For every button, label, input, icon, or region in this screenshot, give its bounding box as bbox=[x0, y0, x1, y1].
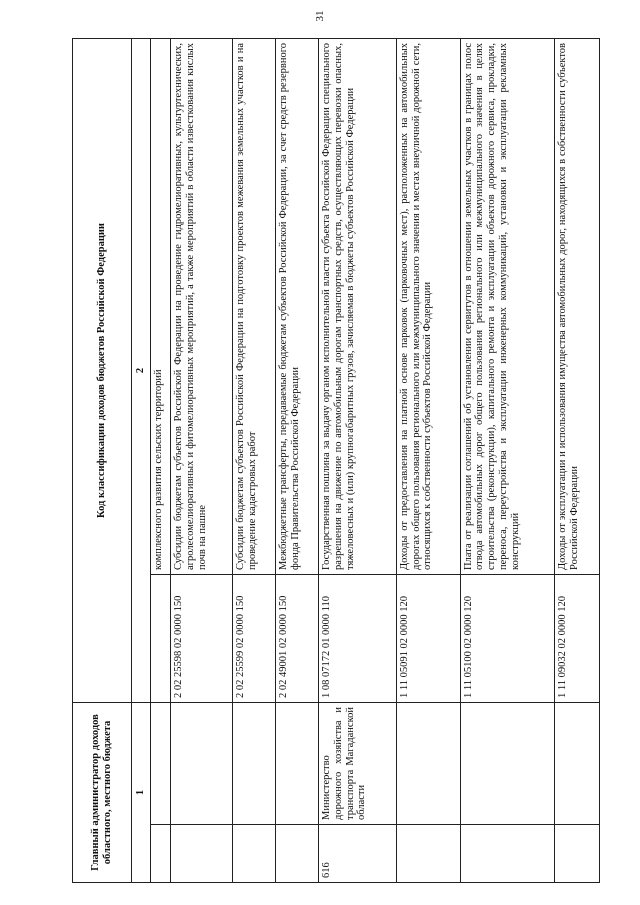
column-number-1: 1 bbox=[132, 702, 150, 882]
classification-code-cell: 2 02 25598 02 0000 150 bbox=[171, 574, 233, 702]
table-row bbox=[171, 39, 233, 883]
header-code: Код классификации доходов бюджетов Российской Федерации bbox=[73, 39, 132, 703]
classification-code-cell: 1 11 05100 02 0000 120 bbox=[460, 574, 554, 702]
classification-code-cell: 1 08 07172 01 0000 110 bbox=[319, 574, 397, 702]
admin-code-cell bbox=[232, 825, 275, 883]
admin-name-cell bbox=[460, 702, 554, 824]
column-number-2: 2 bbox=[132, 39, 150, 703]
table-row bbox=[460, 39, 554, 883]
table-row bbox=[396, 39, 460, 883]
classification-code-cell: 1 11 09032 02 0000 120 bbox=[554, 574, 599, 702]
income-description-cell: Плата от реализации соглашений об установлении сервитутов в отношении земельных участков в границах полос отвода автомобильных дорог общего пользования регионального или межмуниципального значения в целях строительства (реконструкции), капитального ремонта и эксплуатации объектов дорожного сервиса, прокладки, переноса, переустройства и эксплуатации инженерных коммуникаций, установки и эксплуатации рекламных конструкций bbox=[460, 39, 554, 575]
classification-code-cell bbox=[150, 574, 171, 702]
column-number-row bbox=[132, 39, 150, 883]
table-row bbox=[150, 39, 171, 883]
admin-code-cell bbox=[554, 825, 599, 883]
income-description-cell: Государственная пошлина за выдачу органом исполнительной власти субъекта Российской Федерации специального разрешения на движение по автомобильным дорогам транспортных средств, осуществляющих перевозки опасных, тяжеловесных и (или) крупногабаритных грузов, зачисляемая в бюджеты субъектов Российской Федерации bbox=[319, 39, 397, 575]
classification-table bbox=[72, 38, 600, 883]
admin-name-cell bbox=[554, 702, 599, 824]
table-row bbox=[319, 39, 397, 883]
classification-code-cell: 1 11 05091 02 0000 120 bbox=[396, 574, 460, 702]
admin-code-cell bbox=[171, 825, 233, 883]
table-row bbox=[275, 39, 318, 883]
admin-code-cell bbox=[460, 825, 554, 883]
admin-code-cell: 616 bbox=[319, 825, 397, 883]
income-description-cell: Доходы от предоставления на платной основе парковок (парковочных мест), расположенных на автомобильных дорогах общего пользования регионального или межмуниципального значения и местах внеуличной дорожной сети, относящихся к собственности субъектов Российской Федерации bbox=[396, 39, 460, 575]
income-description-cell: Доходы от эксплуатации и использования имущества автомобильных дорог, находящихся в собственности субъектов Российской Федерации bbox=[554, 39, 599, 575]
page-number: 31 bbox=[314, 10, 326, 22]
admin-name-cell bbox=[275, 702, 318, 824]
admin-name-cell: Министерство дорожного хозяйства и транспорта Магаданской области bbox=[319, 702, 397, 824]
rotated-page-content bbox=[72, 38, 600, 883]
income-description-cell: комплексного развития сельских территорий bbox=[150, 39, 171, 575]
income-description-cell: Субсидии бюджетам субъектов Российской Федерации на проведение гидромелиоративных, культуртехнических, агролесомелиоративных и фитомелиоративных мероприятий, а также мероприятий в области известкования кислых почв на пашне bbox=[171, 39, 233, 575]
income-description-cell: Субсидии бюджетам субъектов Российской Федерации на подготовку проектов межевания земельных участков и на проведение кадастровых работ bbox=[232, 39, 275, 575]
income-description-cell: Межбюджетные трансферты, передаваемые бюджетам субъектов Российской Федерации, за счет средств резервного фонда Правительства Российской Федерации bbox=[275, 39, 318, 575]
admin-name-cell bbox=[171, 702, 233, 824]
header-row bbox=[73, 39, 132, 883]
table-row bbox=[554, 39, 599, 883]
classification-code-cell: 2 02 25599 02 0000 150 bbox=[232, 574, 275, 702]
table-row bbox=[232, 39, 275, 883]
classification-code-cell: 2 02 49001 02 0000 150 bbox=[275, 574, 318, 702]
header-admin: Главный администратор доходов областного, местного бюджета bbox=[73, 702, 132, 882]
admin-code-cell bbox=[275, 825, 318, 883]
admin-code-cell bbox=[396, 825, 460, 883]
admin-name-cell bbox=[232, 702, 275, 824]
admin-name-cell bbox=[396, 702, 460, 824]
admin-name-cell bbox=[150, 702, 171, 824]
admin-code-cell bbox=[150, 825, 171, 883]
